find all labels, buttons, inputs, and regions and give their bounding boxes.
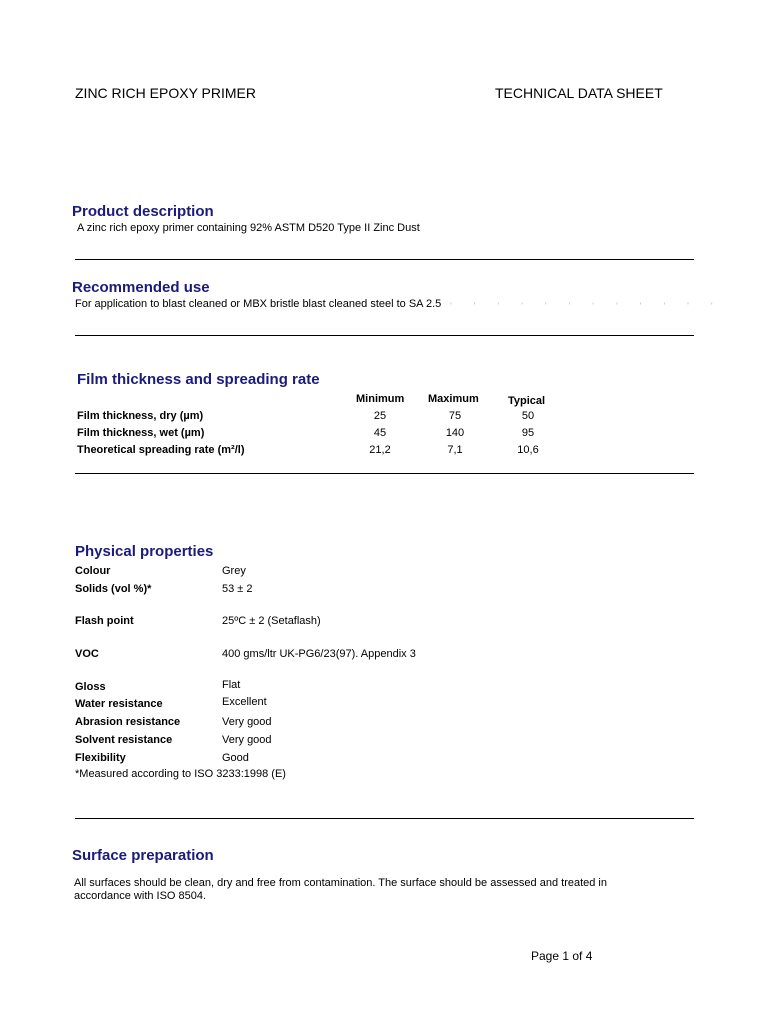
row-maximum: 75	[448, 410, 462, 422]
property-value: Excellent	[222, 696, 267, 708]
property-label: Abrasion resistance	[75, 716, 181, 728]
divider	[75, 818, 694, 819]
recommended-use-text: For application to blast cleaned or MBX bristle blast cleaned steel to SA 2.5	[75, 298, 442, 310]
row-label: Film thickness, dry (µm)	[77, 410, 204, 422]
property-label: Flexibility	[75, 752, 126, 764]
property-label: Gloss	[75, 681, 106, 693]
column-header-minimum: Minimum	[356, 393, 405, 405]
recommended-use-heading: Recommended use	[72, 279, 210, 296]
property-value: Grey	[222, 565, 246, 577]
property-label: Colour	[75, 565, 111, 577]
document-type: TECHNICAL DATA SHEET	[495, 85, 663, 101]
row-typical: 95	[521, 427, 535, 439]
property-value: Very good	[222, 716, 272, 728]
property-label: Solvent resistance	[75, 734, 173, 746]
property-value: 53 ± 2	[222, 583, 253, 595]
product-description-heading: Product description	[72, 203, 214, 220]
property-value: Flat	[222, 679, 241, 691]
surface-preparation-text-line-2: accordance with ISO 8504.	[74, 890, 207, 902]
property-value: 400 gms/ltr UK-PG6/23(97). Appendix 3	[222, 648, 416, 660]
row-minimum: 25	[373, 410, 387, 422]
column-header-maximum: Maximum	[428, 393, 479, 405]
divider	[75, 259, 694, 260]
surface-preparation-heading: Surface preparation	[72, 847, 214, 864]
row-typical: 50	[521, 410, 535, 422]
row-typical: 10,6	[517, 444, 539, 456]
column-header-typical: Typical	[508, 395, 546, 407]
page-number: Page 1 of 4	[531, 949, 593, 963]
physical-properties-heading: Physical properties	[75, 543, 214, 560]
row-maximum: 140	[445, 427, 465, 439]
property-value: Very good	[222, 734, 272, 746]
row-minimum: 45	[373, 427, 387, 439]
property-label: Water resistance	[75, 698, 163, 710]
property-value: 25ºC ± 2 (Setaflash)	[222, 615, 321, 627]
row-label: Theoretical spreading rate (m²/l)	[77, 444, 245, 456]
row-maximum: 7,1	[447, 444, 463, 456]
row-label: Film thickness, wet (µm)	[77, 427, 205, 439]
footnote: *Measured according to ISO 3233:1998 (E)	[75, 768, 286, 780]
faint-artifact-marks: ''''''''''''	[450, 301, 735, 311]
divider	[75, 335, 694, 336]
row-minimum: 21,2	[369, 444, 391, 456]
property-label: VOC	[75, 648, 99, 660]
product-description-text: A zinc rich epoxy primer containing 92% ASTM D520 Type II Zinc Dust	[77, 222, 420, 234]
product-title: ZINC RICH EPOXY PRIMER	[75, 85, 256, 101]
property-label: Solids (vol %)*	[75, 583, 152, 595]
surface-preparation-text-line-1: All surfaces should be clean, dry and free from contamination. The surface should be assessed and treated in	[74, 877, 607, 889]
property-value: Good	[222, 752, 249, 764]
divider	[75, 473, 694, 474]
film-thickness-heading: Film thickness and spreading rate	[77, 371, 320, 388]
property-label: Flash point	[75, 615, 134, 627]
